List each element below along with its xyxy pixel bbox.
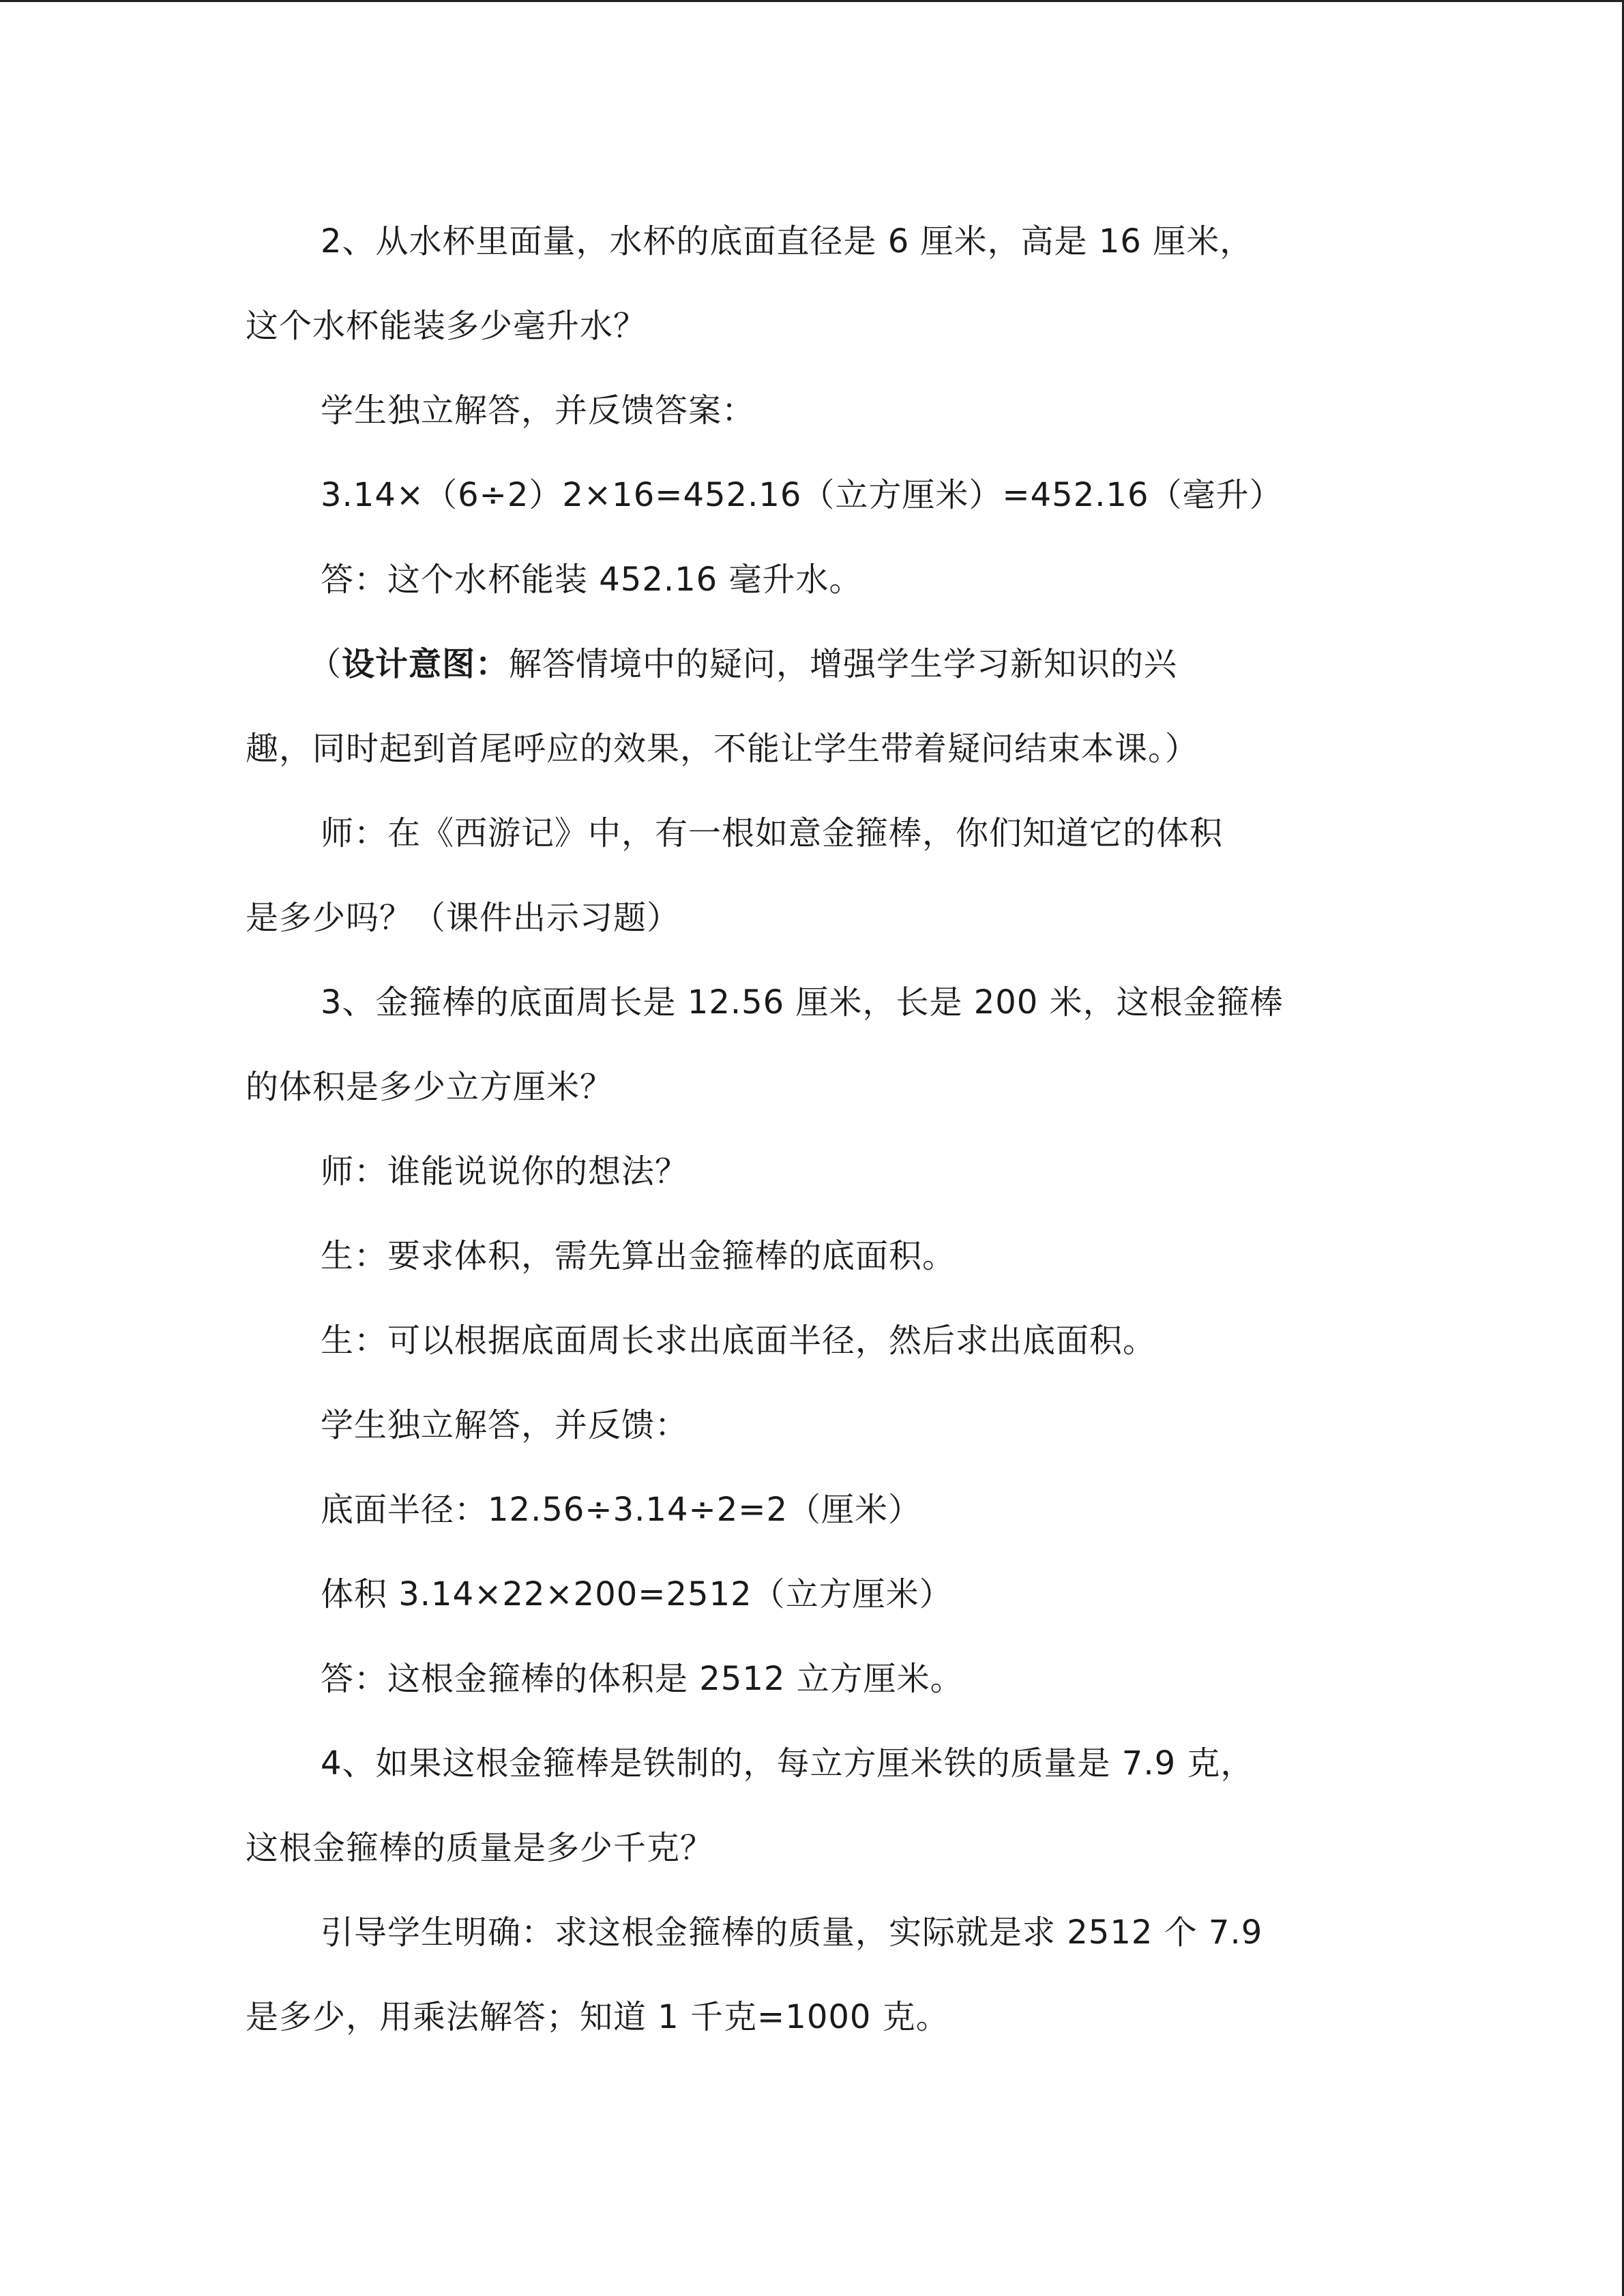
- guidance-line-1: 引导学生明确：求这根金箍棒的质量，实际就是求 2512 个 7.9: [321, 1913, 1263, 1952]
- design-intent-text: 解答情境中的疑问，增强学生学习新知识的兴: [509, 645, 1178, 683]
- answer-cup: 答：这个水杯能装 452.16 毫升水。: [321, 561, 863, 599]
- design-intent-line-1: [308, 642, 1177, 686]
- teacher-prompt: 师：谁能说说你的想法？: [321, 1152, 689, 1191]
- problem-2-line-1: 2、从水杯里面量，水杯的底面直径是 6 厘米，高是 16 厘米，: [321, 222, 1254, 260]
- answer-volume: 答：这根金箍棒的体积是 2512 立方厘米。: [321, 1660, 964, 1698]
- page-border-top: [0, 0, 1624, 2]
- solution-equation: 3.14×（6÷2）2×16=452.16（立方厘米）=452.16（毫升）: [321, 476, 1283, 514]
- problem-3-line-1: 3、金箍棒的底面周长是 12.56 厘米，长是 200 米，这根金箍棒: [321, 983, 1284, 1022]
- student-answer-1: 生：要求体积，需先算出金箍棒的底面积。: [321, 1237, 956, 1275]
- teacher-question-line-2: 是多少吗？（课件出示习题）: [246, 899, 681, 937]
- volume-calculation: 体积 3.14×22×200=2512（立方厘米）: [321, 1575, 953, 1613]
- problem-2-line-2: 这个水杯能装多少毫升水？: [246, 307, 647, 345]
- guidance-line-2: 是多少，用乘法解答；知道 1 千克=1000 克。: [246, 1998, 949, 2036]
- teacher-question-line-1: 师：在《西游记》中，有一根如意金箍棒，你们知道它的体积: [321, 814, 1224, 852]
- open-paren: （: [308, 645, 342, 683]
- student-feedback-instruction: 学生独立解答，并反馈：: [321, 1406, 689, 1444]
- problem-3-line-2: 的体积是多少立方厘米？: [246, 1068, 614, 1106]
- student-answer-2: 生：可以根据底面周长求出底面半径，然后求出底面积。: [321, 1322, 1157, 1360]
- problem-4-line-2: 这根金箍棒的质量是多少千克？: [246, 1829, 714, 1867]
- problem-4-line-1: 4、如果这根金箍棒是铁制的，每立方厘米铁的质量是 7.9 克，: [321, 1744, 1254, 1783]
- student-solve-instruction: 学生独立解答，并反馈答案：: [321, 391, 756, 430]
- radius-calculation: 底面半径：12.56÷3.14÷2=2（厘米）: [321, 1491, 922, 1529]
- design-intent-label: 设计意图：: [342, 645, 510, 683]
- design-intent-line-2: 趣，同时起到首尾呼应的效果，不能让学生带着疑问结束本课。）: [246, 730, 1199, 768]
